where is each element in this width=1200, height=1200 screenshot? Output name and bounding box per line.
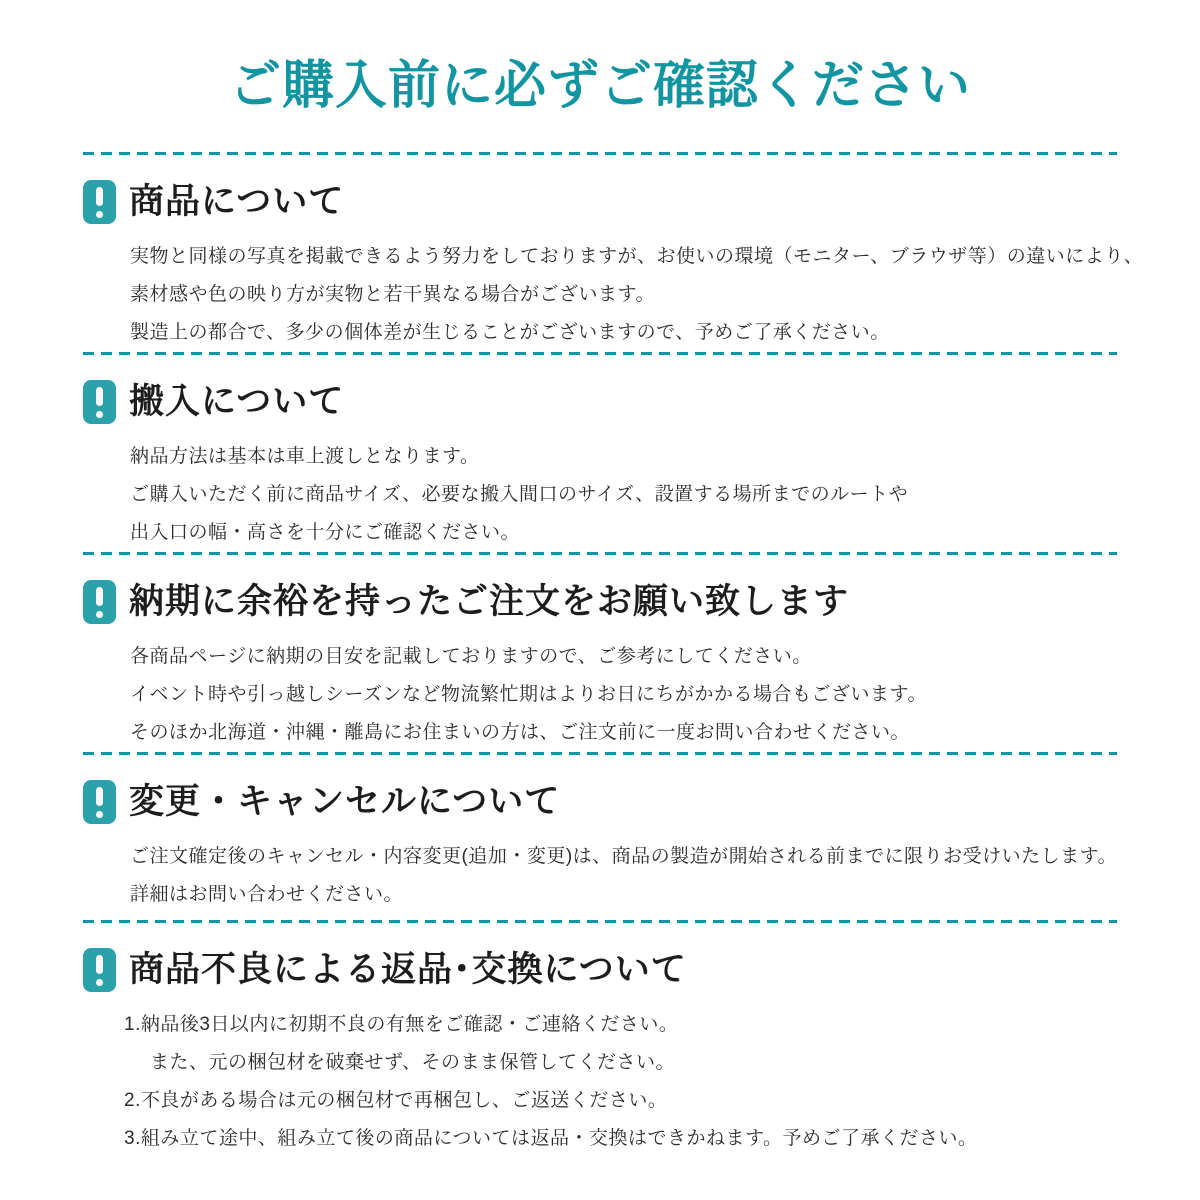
section-heading: 商品について (129, 182, 345, 221)
section-lead-time (83, 555, 1117, 752)
exclamation-dot (96, 411, 103, 418)
exclamation-icon (83, 580, 116, 624)
exclamation-icon (83, 180, 116, 224)
body-line: イベント時や引っ越しシーズンなど物流繁忙期はよりお日にちがかかる場合もございます。 (130, 684, 928, 705)
body-line: 出入口の幅・高さを十分にご確認ください。 (130, 522, 521, 543)
section-header (83, 580, 1117, 624)
section-heading: 変更・キャンセルについて (129, 782, 561, 821)
body-line: 3.組み立て途中、組み立て後の商品については返品・交換はできかねます。予めご了承ください。 (124, 1128, 978, 1149)
exclamation-dot (96, 611, 103, 618)
body-line: 詳細はお問い合わせください。 (130, 884, 404, 905)
section-body (130, 638, 1117, 752)
exclamation-bar (96, 187, 103, 206)
exclamation-bar (96, 587, 103, 606)
body-line: 2.不良がある場合は元の梱包材で再梱包し、ご返送ください。 (124, 1090, 668, 1111)
section-about-product (83, 155, 1144, 352)
section-body (124, 1006, 1117, 1158)
section-header (83, 780, 1117, 824)
section-change-cancel (83, 755, 1117, 920)
exclamation-icon (83, 780, 116, 824)
body-line: 各商品ページに納期の目安を記載しておりますので、ご参考にしてください。 (130, 646, 812, 667)
exclamation-dot (96, 211, 103, 218)
body-line: 納品方法は基本は車上渡しとなります。 (130, 446, 480, 467)
section-carry-in (83, 355, 1117, 552)
section-heading: 搬入について (129, 382, 345, 421)
spacer (0, 120, 1200, 152)
exclamation-dot (96, 811, 103, 818)
section-heading: 納期に余裕を持ったご注文をお願い致します (129, 582, 850, 621)
body-line: また、元の梱包材を破棄せず、そのまま保管してください。 (150, 1052, 675, 1073)
section-body (130, 438, 1117, 552)
body-line: ご購入いただく前に商品サイズ、必要な搬入間口のサイズ、設置する場所までのルートや (130, 484, 909, 505)
exclamation-bar (96, 955, 103, 974)
body-line: 製造上の都合で、多少の個体差が生じることがございますので、予めご了承ください。 (130, 322, 890, 343)
body-line: そのほか北海道・沖縄・離島にお住まいの方は、ご注文前に一度お問い合わせください。 (130, 722, 911, 743)
body-line: ご注文確定後のキャンセル・内容変更(追加・変更)は、商品の製造が開始される前までに限りお受けいたします。 (130, 846, 1118, 867)
section-header (83, 180, 1117, 224)
page-title: ご購入前に必ずご確認ください (228, 57, 971, 115)
exclamation-bar (96, 387, 103, 406)
exclamation-bar (96, 787, 103, 806)
section-body (130, 838, 1117, 920)
exclamation-dot (96, 979, 103, 986)
section-header (83, 948, 1117, 992)
exclamation-icon (83, 380, 116, 424)
section-header (83, 380, 1117, 424)
body-line: 実物と同様の写真を掲載できるよう努力をしておりますが、お使いの環境（モニター、ブラウザ等）の違いにより、 (130, 246, 1144, 267)
section-return-exchange (83, 923, 1117, 1158)
section-body (130, 238, 1144, 352)
exclamation-icon (83, 948, 116, 992)
body-line: 1.納品後3日以内に初期不良の有無をご確認・ご連絡ください。 (124, 1014, 679, 1035)
section-heading: 商品不良による返品･交換について (129, 950, 687, 989)
body-line: 素材感や色の映り方が実物と若干異なる場合がございます。 (130, 284, 655, 305)
